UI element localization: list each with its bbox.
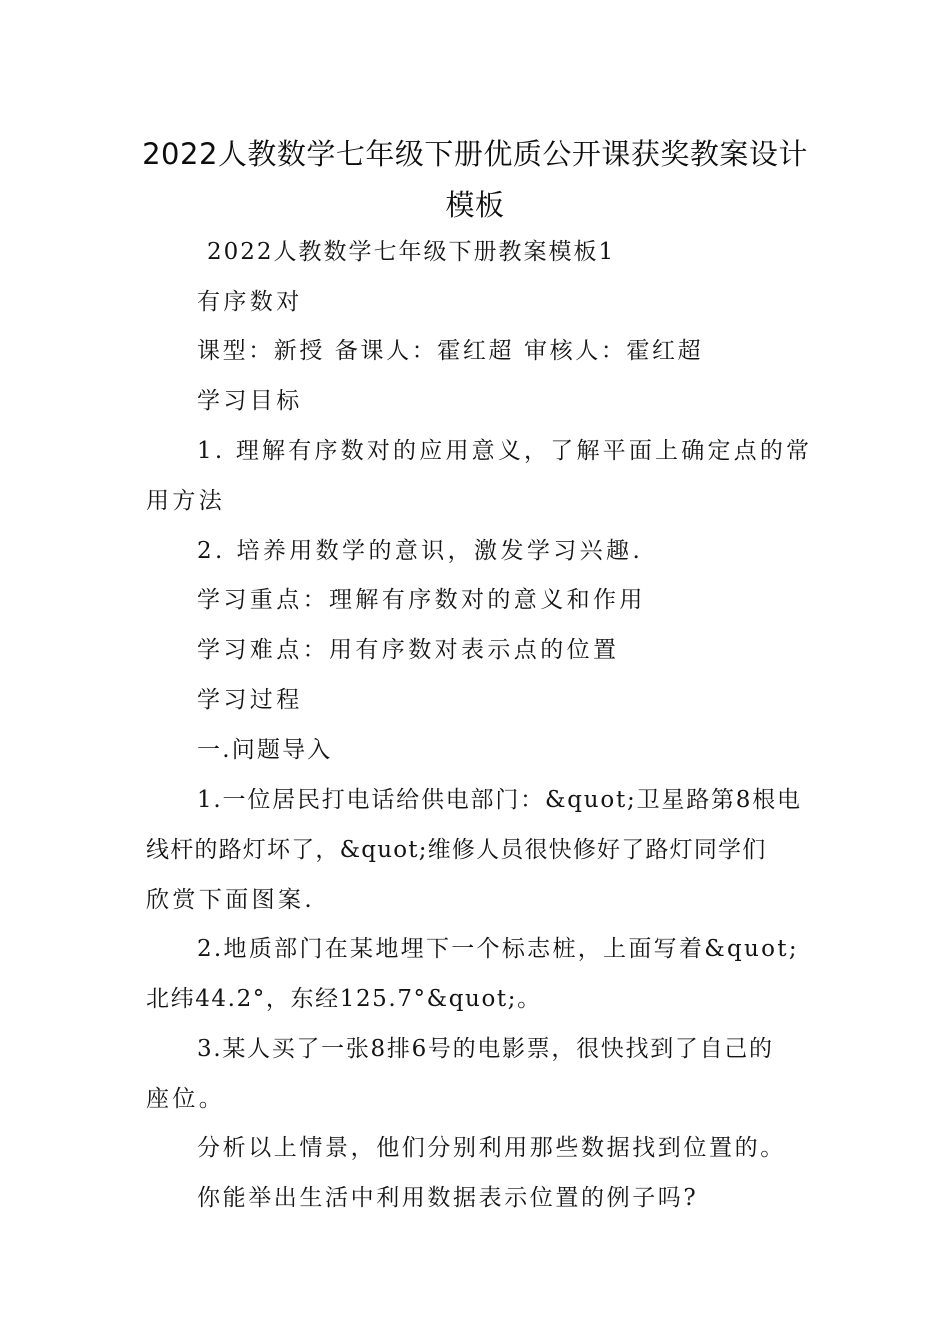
scenario-3-continued: 座位。 (146, 1086, 226, 1112)
template-heading: 2022人教数学七年级下册教案模板1 (207, 239, 616, 265)
scenario-3: 3.某人买了一张8排6号的电影票，很快找到了自己的 (197, 1036, 774, 1062)
document-title-line-2: 模板 (445, 188, 505, 222)
document-title-line-1: 2022人教数学七年级下册优质公开课获奖教案设计 (142, 137, 808, 171)
scenario-1-continued: 线杆的路灯坏了，&quot;维修人员很快修好了路灯同学们 (146, 837, 767, 863)
section-heading-process: 学习过程 (197, 687, 303, 713)
difficult-point: 学习难点：用有序数对表示点的位置 (197, 637, 620, 663)
key-point: 学习重点：理解有序数对的意义和作用 (197, 587, 646, 613)
objective-1-continued: 用方法 (146, 488, 226, 514)
analysis-question: 分析以上情景，他们分别利用那些数据找到位置的。 (197, 1135, 786, 1161)
objective-2: 2. 培养用数学的意识，激发学习兴趣. (197, 538, 644, 564)
scenario-1: 1.一位居民打电话给供电部门：&quot;卫星路第8根电 (197, 787, 802, 813)
objective-1: 1. 理解有序数对的应用意义，了解平面上确定点的常 (197, 438, 813, 464)
example-question: 你能举出生活中利用数据表示位置的例子吗? (197, 1185, 699, 1211)
scenario-2-continued: 北纬44.2°，东经125.7°&quot;。 (146, 986, 542, 1012)
subsection-heading-intro: 一.问题导入 (197, 737, 333, 763)
section-heading-objectives: 学习目标 (197, 388, 303, 414)
scenario-2: 2.地质部门在某地埋下一个标志桩，上面写着&quot; (197, 936, 799, 962)
lesson-meta: 课型：新授 备课人：霍红超 审核人：霍红超 (197, 338, 704, 364)
scenario-1-end: 欣赏下面图案. (146, 887, 316, 913)
lesson-topic: 有序数对 (197, 289, 303, 315)
